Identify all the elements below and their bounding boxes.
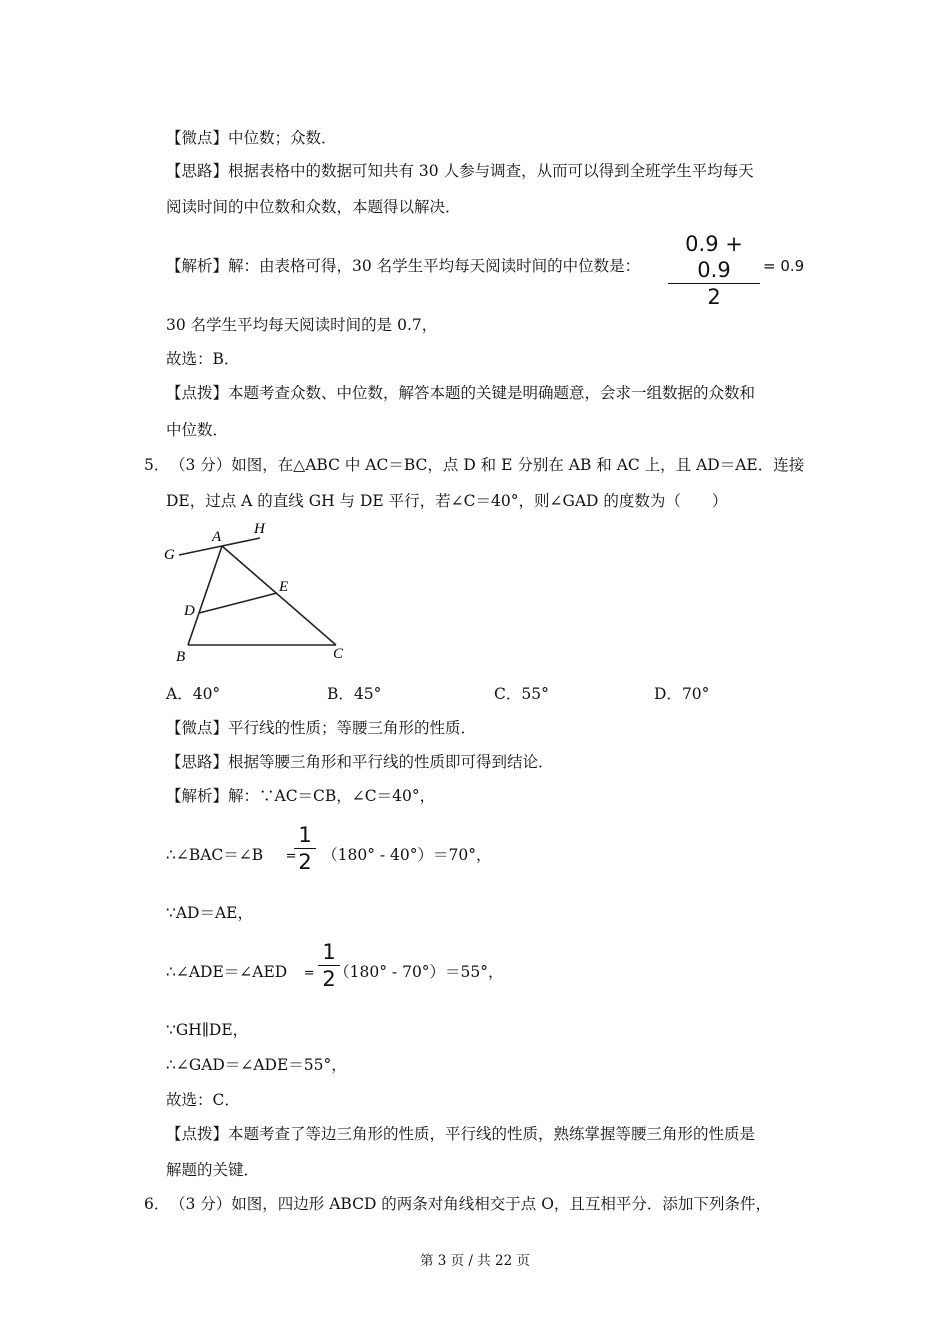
option-c: C．55° — [494, 685, 549, 703]
q5-dianbo-line1: 【点拨】本题考查了等边三角形的性质，平行线的性质，熟练掌握等腰三角形的性质是 — [166, 1125, 756, 1143]
q5-stem-line1: （3 分）如图，在△ABC 中 AC＝BC，点 D 和 E 分别在 AB 和 AC 上，且 AD＝AE．连接 — [170, 456, 805, 474]
q4-weidian: 【微点】中位数；众数． — [166, 129, 337, 147]
q6-number: 6． — [144, 1195, 170, 1213]
q5-dianbo-line2: 解题的关键． — [166, 1161, 260, 1179]
q5-step3: ∵AD＝AE， — [166, 904, 253, 922]
q5-step2: ∴∠BAC＝∠B = （180° - 40°）＝70°， — [166, 846, 492, 864]
q4-guxuan: 故选：B． — [166, 350, 240, 368]
side-ab — [188, 546, 222, 645]
q4-dianbo-line2: 中位数． — [166, 421, 229, 439]
q5-step6: ∴∠GAD＝∠ADE＝55°， — [166, 1056, 347, 1074]
q5-weidian: 【微点】平行线的性质；等腰三角形的性质． — [166, 719, 477, 737]
half-fraction-2: 1 2 — [318, 939, 340, 992]
q5-step5: ∵GH∥DE， — [166, 1021, 249, 1039]
label-e: E — [279, 579, 289, 595]
q5-guxuan: 故选：C． — [166, 1091, 240, 1109]
q4-fraction-result: = 0.9 — [763, 257, 805, 275]
q4-jiexi-line2: 30 名学生平均每天阅读时间的是 0.7， — [166, 316, 438, 334]
half-fraction-1: 1 2 — [294, 822, 316, 875]
option-d: D．70° — [654, 685, 710, 703]
q5-step1: 【解析】解：∵AC＝CB，∠C＝40°， — [166, 787, 436, 805]
q4-silu-line2: 阅读时间的中位数和众数，本题得以解决． — [166, 198, 461, 216]
fraction-numerator: 0.9 + 0.9 — [685, 232, 743, 282]
label-d: D — [184, 603, 195, 619]
option-a: A．40° — [166, 685, 221, 703]
q5-stem-line2: DE，过点 A 的直线 GH 与 DE 平行，若∠C＝40°，则∠GAD 的度数为（ ） — [166, 492, 728, 510]
q4-dianbo-line1: 【点拨】本题考查众数、中位数，解答本题的关键是明确题意，会求一组数据的众数和 — [166, 384, 756, 402]
q6-stem-line1: （3 分）如图，四边形 ABCD 的两条对角线相交于点 O，且互相平分．添加下列条件， — [170, 1195, 771, 1213]
label-b: B — [176, 649, 186, 665]
label-h: H — [254, 521, 265, 537]
option-b: B．45° — [327, 685, 382, 703]
label-g: G — [164, 547, 175, 563]
q5-silu: 【思路】根据等腰三角形和平行线的性质即可得到结论． — [166, 753, 554, 771]
q4-median-fraction — [668, 231, 760, 310]
q4-jiexi-line1: 【解析】解：由表格可得，30 名学生平均每天阅读时间的中位数是： — [166, 257, 641, 275]
label-a: A — [212, 529, 222, 545]
q5-step4: ∴∠ADE＝∠AED = （180° - 70°）＝55°， — [166, 963, 504, 981]
q4-silu-line1: 【思路】根据表格中的数据可知共有 30 人参与调查，从而可以得到全班学生平均每天 — [166, 162, 754, 180]
q5-number: 5． — [144, 456, 170, 474]
fraction-denominator: 2 — [707, 285, 721, 309]
q5-triangle-figure — [158, 515, 358, 665]
side-ac — [222, 546, 336, 645]
segment-de — [199, 593, 277, 613]
label-c: C — [333, 646, 344, 662]
page-footer: 第 3 页 / 共 22 页 — [419, 1253, 531, 1269]
